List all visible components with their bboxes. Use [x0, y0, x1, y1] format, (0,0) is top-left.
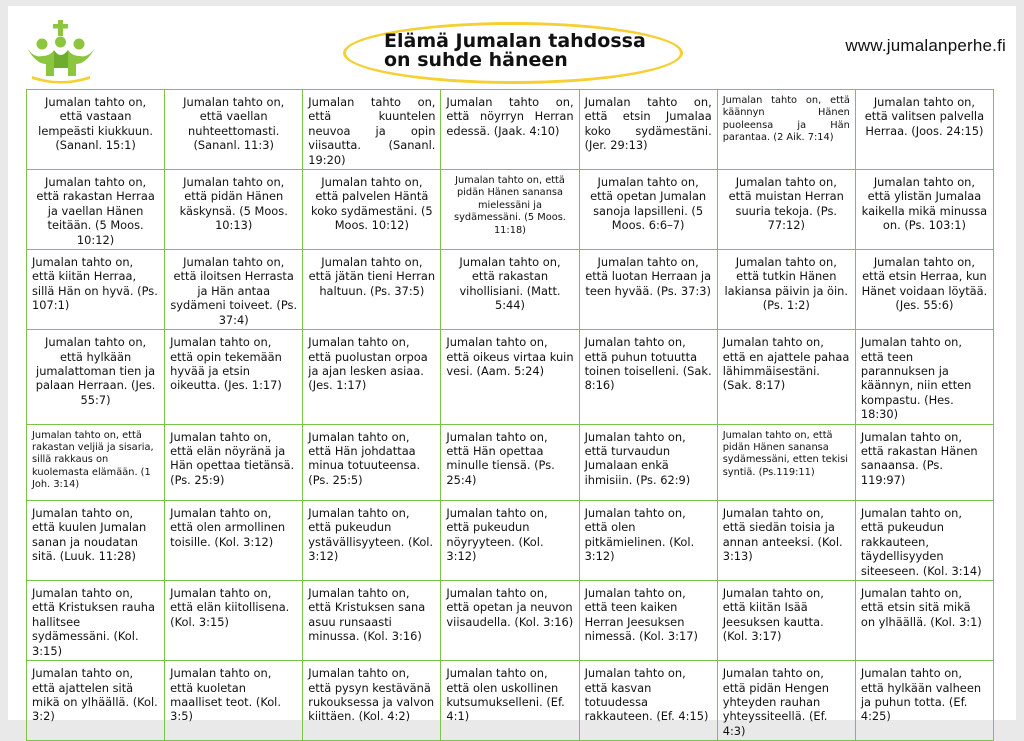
- grid-cell: Jumalan tahto on, että opin tekemään hyvää ja etsin oikeutta. (Jes. 1:17): [165, 330, 303, 424]
- grid-cell: Jumalan tahto on, että Hän opettaa minulle tiensä. (Ps. 25:4): [441, 424, 579, 501]
- grid-cell: Jumalan tahto on, että Hän johdattaa minua totuuteensa. (Ps. 25:5): [303, 424, 441, 501]
- grid-cell: Jumalan tahto on, että kuulen Jumalan sanan ja noudatan sitä. (Luuk. 11:28): [27, 501, 165, 581]
- will-of-god-grid: [26, 89, 994, 741]
- grid-cell: Jumalan tahto on, että jätän tieni Herran haltuun. (Ps. 37:5): [303, 250, 441, 330]
- grid-cell: Jumalan tahto on, että vastaan lempeästi kiukkuun. (Sananl. 15:1): [27, 90, 165, 170]
- grid-cell: Jumalan tahto on, että hylkään valheen ja puhun totta. (Ef. 4:25): [855, 661, 993, 741]
- grid-cell: Jumalan tahto on, että muistan Herran suuria tekoja. (Ps. 77:12): [717, 170, 855, 250]
- grid-cell: Jumalan tahto on, että valitsen palvella Herraa. (Joos. 24:15): [855, 90, 993, 170]
- grid-cell: Jumalan tahto on, että etsin sitä mikä on ylhäällä. (Kol. 3:1): [855, 581, 993, 661]
- grid-cell: Jumalan tahto on, että kiitän Herraa, sillä Hän on hyvä. (Ps. 107:1): [27, 250, 165, 330]
- logo-icon: [24, 18, 98, 84]
- grid-cell: Jumalan tahto on, että kuuntelen neuvoa ja opin viisautta. (Sananl. 19:20): [303, 90, 441, 170]
- grid-cell: Jumalan tahto on, että rakastan vihollisiani. (Matt. 5:44): [441, 250, 579, 330]
- grid-row: [27, 661, 994, 741]
- grid-cell: Jumalan tahto on, että elän nöyränä ja Hän opettaa tietänsä. (Ps. 25:9): [165, 424, 303, 501]
- grid-cell: Jumalan tahto on, että etsin Jumalaa koko sydämestäni. (Jer. 29:13): [579, 90, 717, 170]
- grid-cell: Jumalan tahto on, että oikeus virtaa kuin vesi. (Aam. 5:24): [441, 330, 579, 424]
- grid-row: [27, 330, 994, 424]
- grid-cell: Jumalan tahto on, että pysyn kestävänä rukouksessa ja valvon kiittäen. (Kol. 4:2): [303, 661, 441, 741]
- grid-cell: Jumalan tahto on, että vaellan nuhteettomasti. (Sananl. 11:3): [165, 90, 303, 170]
- grid-cell: Jumalan tahto on, että teen parannuksen ja käännyn, niin etten kompastu. (Hes. 18:30): [855, 330, 993, 424]
- grid-cell: Jumalan tahto on, että turvaudun Jumalaan enkä ihmisiin. (Ps. 62:9): [579, 424, 717, 501]
- website-link[interactable]: www.jumalanperhe.fi: [845, 36, 1006, 55]
- grid-cell: Jumalan tahto on, että opetan Jumalan sanoja lapsilleni. (5 Moos. 6:6–7): [579, 170, 717, 250]
- grid-cell: Jumalan tahto on, että iloitsen Herrasta ja Hän antaa sydämeni toiveet. (Ps. 37:4): [165, 250, 303, 330]
- grid-cell: Jumalan tahto on, että pukeudun rakkauteen, täydellisyyden siteeseen. (Kol. 3:14): [855, 501, 993, 581]
- grid-cell: Jumalan tahto on, että puhun totuutta toinen toiselleni. (Sak. 8:16): [579, 330, 717, 424]
- grid-cell: Jumalan tahto on, että en ajattele pahaa lähimmäisestäni. (Sak. 8:17): [717, 330, 855, 424]
- grid-row: [27, 424, 994, 501]
- grid-cell: Jumalan tahto on, että ylistän Jumalaa kaikella mikä minussa on. (Ps. 103:1): [855, 170, 993, 250]
- grid-cell: Jumalan tahto on, että rakastan Herraa ja vaellan Hänen teitään. (5 Moos. 10:12): [27, 170, 165, 250]
- grid-cell: Jumalan tahto on, että siedän toisia ja annan anteeksi. (Kol. 3:13): [717, 501, 855, 581]
- grid-cell: Jumalan tahto on, että kiitän Isää Jeesuksen kautta. (Kol. 3:17): [717, 581, 855, 661]
- grid-row: [27, 170, 994, 250]
- grid-cell: Jumalan tahto on, että käännyn Hänen puoleensa ja Hän parantaa. (2 Aik. 7:14): [717, 90, 855, 170]
- grid-cell: Jumalan tahto on, että olen armollinen toisille. (Kol. 3:12): [165, 501, 303, 581]
- grid-cell: Jumalan tahto on, että rakastan veljiä ja sisaria, sillä rakkaus on kuolemasta elämään. (1 Joh. 3:14): [27, 424, 165, 501]
- title-line-1: Elämä Jumalan tahdossa: [384, 30, 646, 52]
- grid-cell: Jumalan tahto on, että pukeudun nöyryyteen. (Kol. 3:12): [441, 501, 579, 581]
- grid-cell: Jumalan tahto on, että olen pitkämielinen. (Kol. 3:12): [579, 501, 717, 581]
- title-line-2: on suhde häneen: [384, 49, 568, 71]
- grid-cell: Jumalan tahto on, että pidän Hänen käskynsä. (5 Moos. 10:13): [165, 170, 303, 250]
- grid-row: [27, 501, 994, 581]
- grid-cell: Jumalan tahto on, että pukeudun ystävällisyyteen. (Kol. 3:12): [303, 501, 441, 581]
- grid-row: [27, 250, 994, 330]
- grid-cell: Jumalan tahto on, että pidän Hänen sanansa mielessäni ja sydämessäni. (5 Moos. 11:18): [441, 170, 579, 250]
- grid-cell: Jumalan tahto on, että Kristuksen sana asuu runsaasti minussa. (Kol. 3:16): [303, 581, 441, 661]
- grid-cell: Jumalan tahto on, että palvelen Häntä koko sydämestäni. (5 Moos. 10:12): [303, 170, 441, 250]
- grid-cell: Jumalan tahto on, että kuoletan maalliset teot. (Kol. 3:5): [165, 661, 303, 741]
- grid-row: [27, 90, 994, 170]
- grid-cell: Jumalan tahto on, että puolustan orpoa ja ajan lesken asiaa. (Jes. 1:17): [303, 330, 441, 424]
- grid-cell: Jumalan tahto on, että pidän Hänen sanansa sydämessäni, etten tekisi syntiä. (Ps.119:11): [717, 424, 855, 501]
- grid-cell: Jumalan tahto on, että kasvan totuudessa rakkauteen. (Ef. 4:15): [579, 661, 717, 741]
- grid-cell: Jumalan tahto on, että rakastan Hänen sanaansa. (Ps. 119:97): [855, 424, 993, 501]
- grid-cell: Jumalan tahto on, että Kristuksen rauha hallitsee sydämessäni. (Kol. 3:15): [27, 581, 165, 661]
- grid-cell: Jumalan tahto on, että olen uskollinen kutsumukselleni. (Ef. 4:1): [441, 661, 579, 741]
- page-title: [384, 32, 646, 70]
- grid-cell: Jumalan tahto on, että hylkään jumalattoman tien ja palaan Herraan. (Jes. 55:7): [27, 330, 165, 424]
- grid-cell: Jumalan tahto on, että pidän Hengen yhteyden rauhan yhteyssiteellä. (Ef. 4:3): [717, 661, 855, 741]
- grid-cell: Jumalan tahto on, että elän kiitollisena. (Kol. 3:15): [165, 581, 303, 661]
- grid-cell: Jumalan tahto on, että ajattelen sitä mikä on ylhäällä. (Kol. 3:2): [27, 661, 165, 741]
- grid-cell: Jumalan tahto on, että nöyrryn Herran edessä. (Jaak. 4:10): [441, 90, 579, 170]
- grid-cell: Jumalan tahto on, että tutkin Hänen lakiansa päivin ja öin. (Ps. 1:2): [717, 250, 855, 330]
- grid-cell: Jumalan tahto on, että opetan ja neuvon viisaudella. (Kol. 3:16): [441, 581, 579, 661]
- grid-cell: Jumalan tahto on, että luotan Herraan ja teen hyvää. (Ps. 37:3): [579, 250, 717, 330]
- grid-cell: Jumalan tahto on, että etsin Herraa, kun Hänet voidaan löytää. (Jes. 55:6): [855, 250, 993, 330]
- grid-row: [27, 581, 994, 661]
- grid-cell: Jumalan tahto on, että teen kaiken Herran Jeesuksen nimessä. (Kol. 3:17): [579, 581, 717, 661]
